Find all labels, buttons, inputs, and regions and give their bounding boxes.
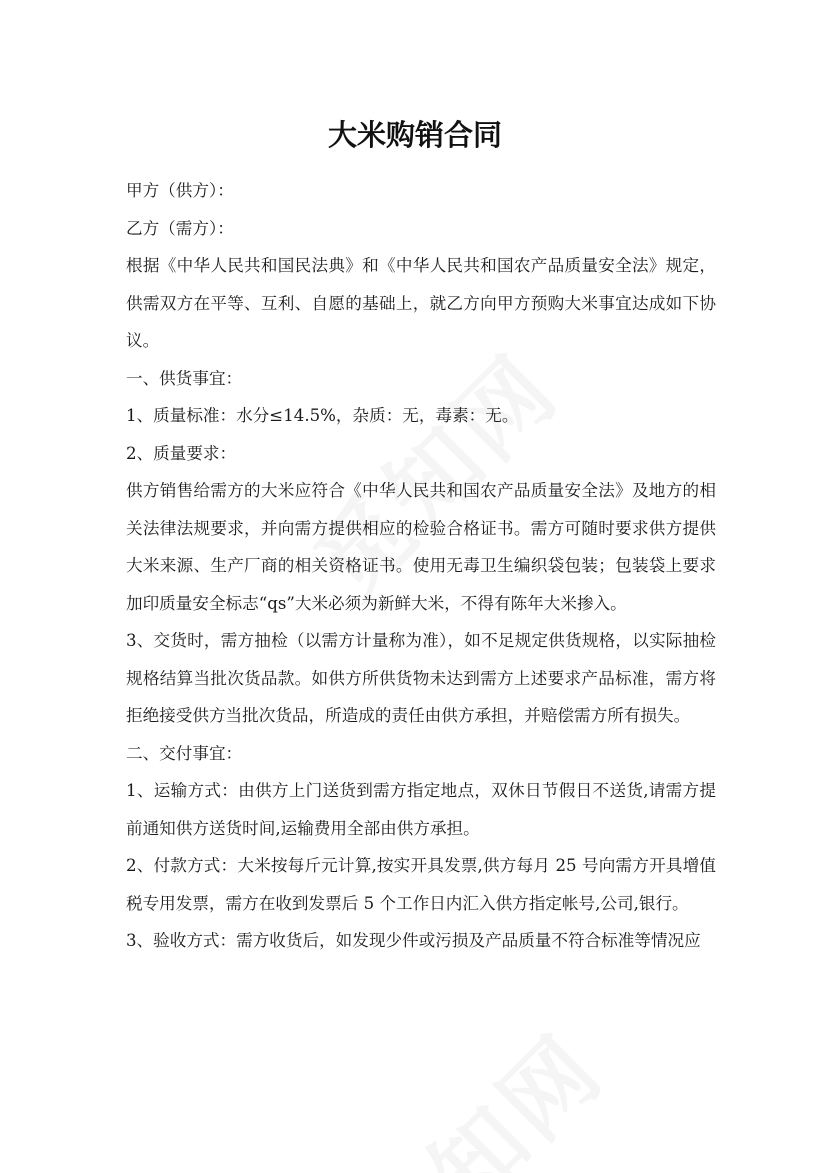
quality-requirements-paragraph: 供方销售给需方的大米应符合《中华人民共和国农产品质量安全法》及地方的相关法律法规要求，并向需方提供相应的检验合格证书。需方可随时要求供方提供大米来源、生产厂商的相关资格证书。使用无毒卫生编织袋包装；包装袋上要求加印质量安全标志“qs”大米必须为新鲜大米，不得有陈年大米掺入。 xyxy=(126,481,716,613)
clause-payment: 2、付款方式：大米按每斤元计算,按实开具发票,供方每月 25 号向需方开具增值税专用发票，需方在收到发票后 5 个工作日内汇入供方指定帐号,公司,银行。 xyxy=(126,856,716,913)
section-heading-supply: 一、供货事宜： xyxy=(126,368,243,388)
clause-inspection: 3、交货时，需方抽检（以需方计量称为准），如不足规定供货规格，以实际抽检规格结算当批次货品款。如供方所供货物未达到需方上述要求产品标准，需方将拒绝接受供方当批次货品，所造成的责任由供方承担，并赔偿需方所有损失。 xyxy=(126,631,716,725)
section-heading-delivery: 二、交付事宜： xyxy=(126,743,243,763)
document-title: 大米购销合同 xyxy=(327,118,502,152)
party-b-line: 乙方（需方）： xyxy=(126,218,234,238)
clause-quality-requirements-heading: 2、质量要求： xyxy=(126,443,237,463)
clause-acceptance: 3、验收方式：需方收货后，如发现少件或污损及产品质量不符合标准等情况应 xyxy=(126,931,701,950)
party-a-line: 甲方（供方）： xyxy=(126,181,234,200)
watermark xyxy=(326,1000,627,1173)
document-body xyxy=(126,172,716,960)
preamble-paragraph: 根据《中华人民共和国民法典》和《中华人民共和国农产品质量安全法》规定，供需双方在平等、互利、自愿的基础上，就乙方向甲方预购大米事宜达成如下协议。 xyxy=(126,256,716,350)
clause-transport: 1、运输方式：由供方上门送货到需方指定地点，双休日节假日不送货,请需方提前通知供方送货时间,运输费用全部由供方承担。 xyxy=(126,781,716,838)
clause-quality-standard: 1、质量标准：水分≤14.5%，杂质：无，毒素：无。 xyxy=(126,406,519,425)
